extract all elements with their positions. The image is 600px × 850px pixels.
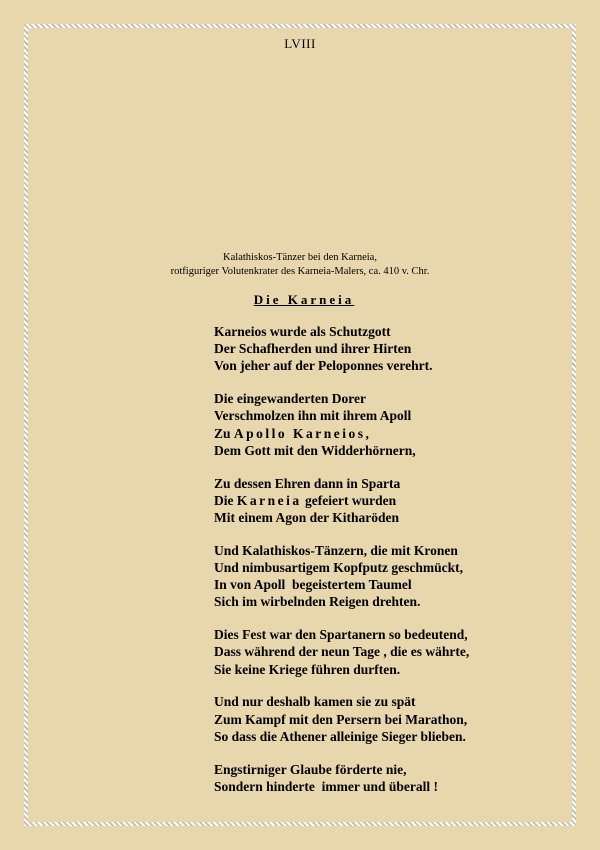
stanza [214, 390, 574, 459]
poem-line: Verschmolzen ihn mit ihrem Apoll [214, 408, 412, 424]
poem-fragment: Zu [214, 425, 234, 441]
poem-line: Dass während der neun Tage , die es währte, [214, 644, 470, 660]
poem-line: Dies Fest war den Spartanern so bedeutend, [214, 627, 468, 643]
image-caption [0, 251, 600, 279]
poem-line: Zum Kampf mit den Persern bei Marathon, [214, 711, 468, 727]
stanza [214, 323, 574, 375]
stanza [214, 475, 574, 527]
spaced-name: Apollo Karneios [233, 425, 366, 441]
poem-line: So dass die Athener alleinige Sieger blieben. [214, 728, 466, 744]
poem-line: In von Apoll begeistertem Taumel [214, 577, 412, 593]
page-number: LVIII [284, 36, 316, 51]
poem-line: Der Schafherden und ihrer Hirten [214, 341, 412, 357]
poem-fragment: gefeiert wurden [301, 492, 397, 508]
poem-line: Die eingewanderten Dorer [214, 391, 366, 407]
poem-title: Die Karneia [253, 292, 355, 307]
spaced-name: Karneia [236, 492, 302, 508]
poem-line: Und Kalathiskos-Tänzern, die mit Kronen [214, 542, 458, 558]
poem-line: Von jeher auf der Peloponnes verehrt. [214, 358, 433, 374]
caption-line: Kalathiskos-Tänzer bei den Karneia, [223, 252, 377, 263]
stanza [214, 761, 574, 795]
poem-line: Mit einem Agon der Kitharöden [214, 510, 399, 526]
poem-fragment: , [365, 425, 369, 441]
poem-line: Zu dessen Ehren dann in Sparta [214, 475, 401, 491]
poem-body [214, 323, 574, 811]
stanza [214, 542, 574, 611]
poem-line: Dem Gott mit den Widderhörnern, [214, 442, 416, 458]
poem-line: Karneios wurde als Schutzgott [214, 324, 391, 339]
poem-line [214, 492, 574, 509]
poem-line: Sondern hinderte immer und überall ! [214, 778, 439, 794]
poem-fragment: Die [214, 492, 237, 508]
poem-line: Engstirniger Glaube förderte nie, [214, 761, 407, 777]
poem-line: Sich im wirbelnden Reigen drehten. [214, 594, 421, 610]
poem-line: Und nur deshalb kamen sie zu spät [214, 694, 416, 710]
stanza [214, 626, 574, 678]
poem-line [214, 425, 574, 442]
poem-line: Und nimbusartigem Kopfputz geschmückt, [214, 560, 464, 576]
poem-line: Sie keine Kriege führen durften. [214, 661, 401, 677]
stanza [214, 693, 574, 745]
caption-line: rotfiguriger Volutenkrater des Karneia-Malers, ca. 410 v. Chr. [170, 266, 430, 277]
